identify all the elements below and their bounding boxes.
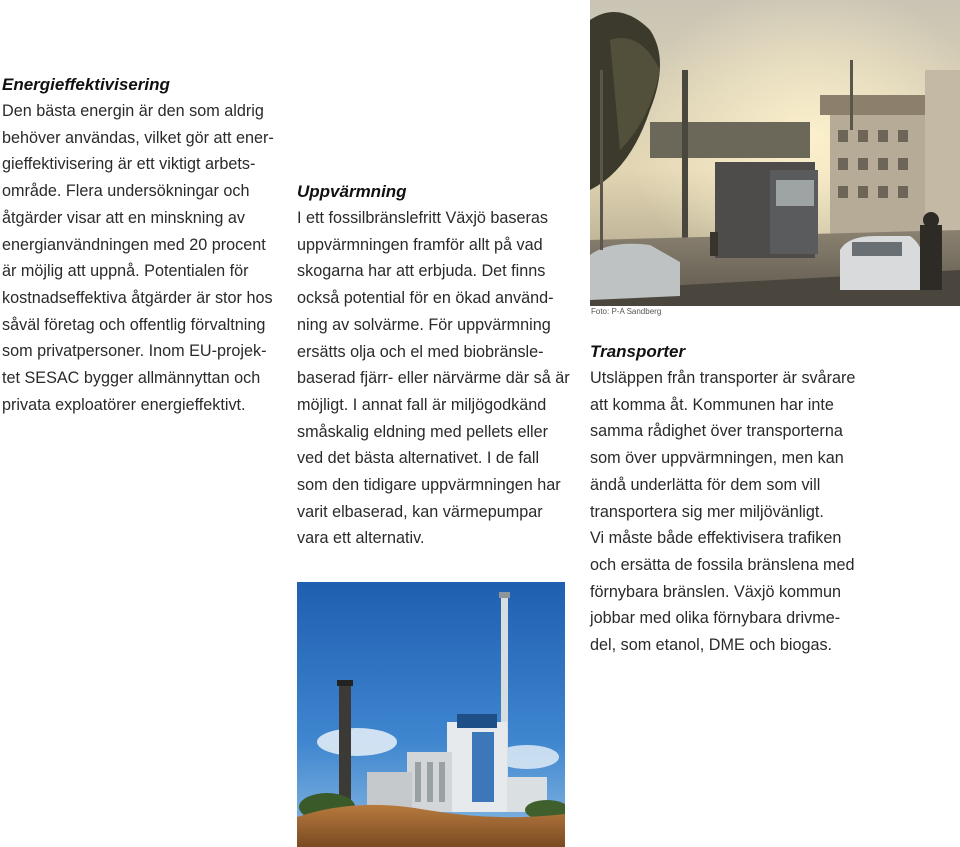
text-line: samma rådighet över transporterna [590,422,843,441]
text-line: skogarna har att erbjuda. Det finns [297,262,546,281]
energy-efficiency-text [2,98,282,418]
text-line: kostnadseffektiva åtgärder är stor hos [2,288,273,307]
text-line: gieffektivisering är ett viktigt arbets- [2,155,256,174]
text-line: Den bästa energin är den som aldrig [2,102,264,120]
text-line: baserad fjärr- eller närvärme där så är [297,369,570,388]
text-line: ning av solvärme. För uppvärmning [297,315,551,334]
text-line: småskalig eldning med pellets eller [297,422,549,441]
text-line: tet SESAC bygger allmännyttan och [2,369,261,388]
text-line: varit elbaserad, kan värmepumpar [297,502,543,521]
text-line: möjligt. I annat fall är miljögodkänd [297,395,547,414]
text-line: vara ett alternativ. [297,529,425,548]
text-line: transportera sig mer miljövänligt. [590,502,824,521]
text-line: också potential för en ökad använd- [297,289,554,308]
heating-section [297,178,577,552]
text-line: som över uppvärmningen, men kan [590,449,844,468]
street-traffic-photo [590,0,960,306]
text-line: del, som etanol, DME och biogas. [590,636,833,655]
text-line: ändå underlätta för dem som vill [590,475,821,494]
photo-credit: Foto: P-A Sandberg [591,307,662,316]
text-line: ersätts olja och el med biobränsle- [297,342,544,361]
text-line: åtgärder visar att en minskning av [2,208,245,227]
text-line: som privatpersoner. Inom EU-projek- [2,342,267,361]
text-line: Utsläppen från transporter är svårare [590,369,856,387]
text-line: är möjlig att uppnå. Potentialen för [2,262,249,281]
transport-text [590,365,960,659]
text-line: som den tidigare uppvärmningen har [297,476,561,495]
text-line: ved det bästa alternativet. I de fall [297,449,540,468]
transport-section [590,338,960,659]
text-line: såväl företag och offentlig förvaltning [2,315,266,334]
text-line: Vi måste både effektivisera trafiken [590,529,842,548]
text-line: och ersätta de fossila bränslena med [590,555,855,574]
heating-plant-photo [297,582,565,847]
energy-efficiency-section [2,71,282,418]
text-line: uppvärmningen framför allt på vad [297,235,543,254]
transport-heading: Transporter [590,342,686,361]
text-line: behöver användas, vilket gör att ener- [2,128,274,147]
text-line: förnybara bränslen. Växjö kommun [590,582,842,601]
heating-text [297,205,577,552]
text-line: energianvändningen med 20 procent [2,235,266,254]
energy-efficiency-heading: Energieffektivisering [2,75,170,94]
text-line: I ett fossilbränslefritt Växjö baseras [297,209,549,227]
text-line: jobbar med olika förnybara drivme- [590,609,841,628]
text-line: område. Flera undersökningar och [2,182,250,201]
heating-heading: Uppvärmning [297,182,407,201]
text-line: att komma åt. Kommunen har inte [590,395,834,414]
text-line: privata exploatörer energieffektivt. [2,395,246,414]
